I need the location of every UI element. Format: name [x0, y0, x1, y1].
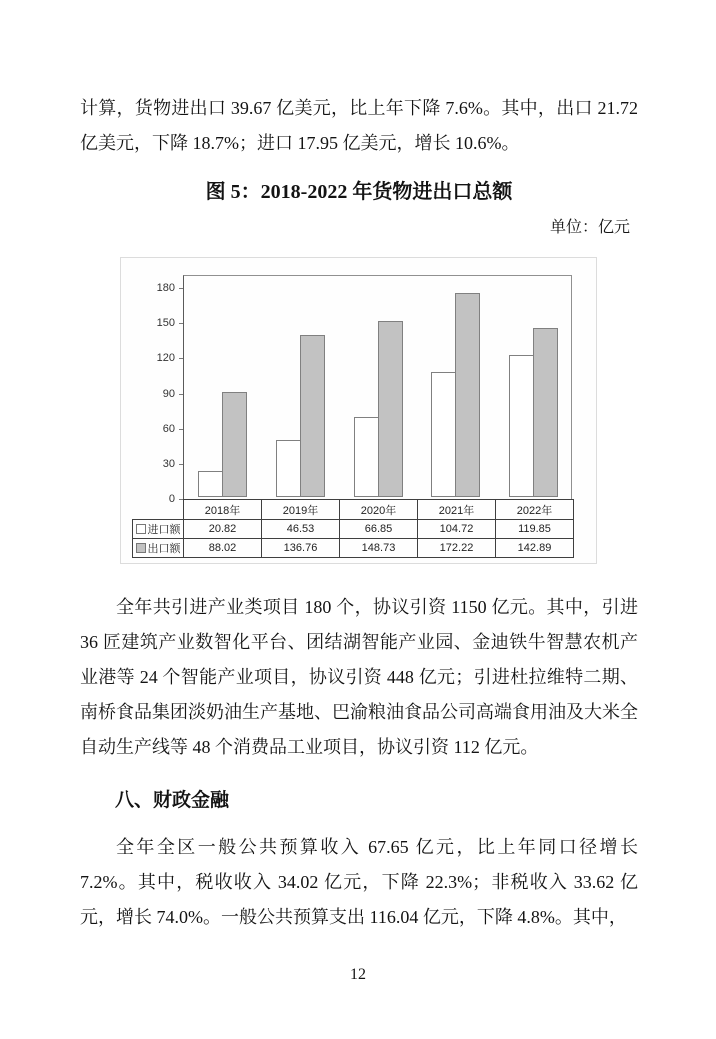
- bar-出口额-2022年: [533, 328, 558, 497]
- y-axis-tick-label: 180: [156, 282, 175, 294]
- import-row: [133, 520, 574, 539]
- page-number: 12: [350, 966, 366, 983]
- y-axis-tick-label: 150: [156, 317, 175, 330]
- export-row: [133, 539, 574, 558]
- unit-label: 单位：亿元: [549, 219, 630, 236]
- year-header-row: [133, 500, 574, 520]
- export-legend-swatch-icon: [136, 543, 146, 553]
- y-axis-tick-label: 0: [168, 493, 175, 505]
- bar-进口额-2019年: [276, 440, 301, 497]
- bar-出口额-2018年: [222, 392, 247, 497]
- paragraph-industrial-projects: 全年共引进产业类项目 180 个，协议引资 1150 亿元。其中，引进 36 匠建筑产业数智化平台、团结湖智能产业园、金迪铁牛智慧农机产业港等 24 个智能产业项目，协议引资 448 亿元；引进杜拉维特二期、南桥食品集团淡奶油生产基地、巴渝粮油食品公司高端食用油及大米全自动生产线等 48 个消费品工业项目，协议引资 112 亿元。: [80, 597, 638, 757]
- bar-进口额-2021年: [431, 372, 456, 497]
- bar-进口额-2020年: [354, 417, 379, 497]
- export-series-label: 出口额: [147, 543, 181, 555]
- import-legend-cell: [133, 520, 184, 539]
- import-value: 20.82: [184, 520, 262, 539]
- year-label: 2021年: [418, 500, 496, 520]
- paragraph-foreign-trade: 计算，货物进出口 39.67 亿美元，比上年下降 7.6%。其中，出口 21.72 亿美元，下降 18.7%；进口 17.95 亿美元，增长 10.6%。: [80, 98, 638, 153]
- import-series-label: 进口额: [147, 524, 181, 536]
- import-legend-swatch-icon: [136, 524, 146, 534]
- export-value: 172.22: [418, 539, 496, 558]
- y-axis-tick-label: 60: [162, 422, 175, 435]
- chart-data-table: [132, 499, 574, 558]
- year-label: 2019年: [262, 500, 340, 520]
- column-chart: [120, 257, 597, 564]
- y-axis-tick-label: 120: [156, 352, 175, 365]
- y-axis-tick-mark: [179, 288, 183, 289]
- figure-title: 图 5：2018-2022 年货物进出口总额: [205, 181, 513, 203]
- bar-出口额-2021年: [455, 293, 480, 497]
- bar-进口额-2022年: [509, 355, 534, 497]
- export-legend-cell: [133, 539, 184, 558]
- import-value: 66.85: [340, 520, 418, 539]
- y-axis-tick-mark: [179, 323, 183, 324]
- section-heading: 八、财政金融: [115, 790, 230, 811]
- y-axis-tick-label: 30: [162, 457, 175, 470]
- export-value: 88.02: [184, 539, 262, 558]
- year-label: 2020年: [340, 500, 418, 520]
- y-axis-tick-mark: [179, 358, 183, 359]
- import-value: 46.53: [262, 520, 340, 539]
- import-value: 119.85: [496, 520, 574, 539]
- y-axis-tick-mark: [179, 394, 183, 395]
- bar-进口额-2018年: [198, 471, 223, 497]
- y-axis-tick-mark: [179, 499, 183, 500]
- export-value: 136.76: [262, 539, 340, 558]
- y-axis-tick-mark: [179, 464, 183, 465]
- y-axis-tick-mark: [179, 429, 183, 430]
- year-label: 2018年: [184, 500, 262, 520]
- export-value: 142.89: [496, 539, 574, 558]
- bar-出口额-2020年: [378, 321, 403, 497]
- year-label: 2022年: [496, 500, 574, 520]
- paragraph-public-finance: 全年全区一般公共预算收入 67.65 亿元，比上年同口径增长 7.2%。其中，税收收入 34.02 亿元，下降 22.3%；非税收入 33.62 亿元，增长 74.0%。一般公共预算支出 116.04 亿元，下降 4.8%。其中，: [80, 837, 638, 927]
- export-value: 148.73: [340, 539, 418, 558]
- import-value: 104.72: [418, 520, 496, 539]
- y-axis-tick-label: 90: [162, 387, 175, 400]
- bar-出口额-2019年: [300, 335, 325, 497]
